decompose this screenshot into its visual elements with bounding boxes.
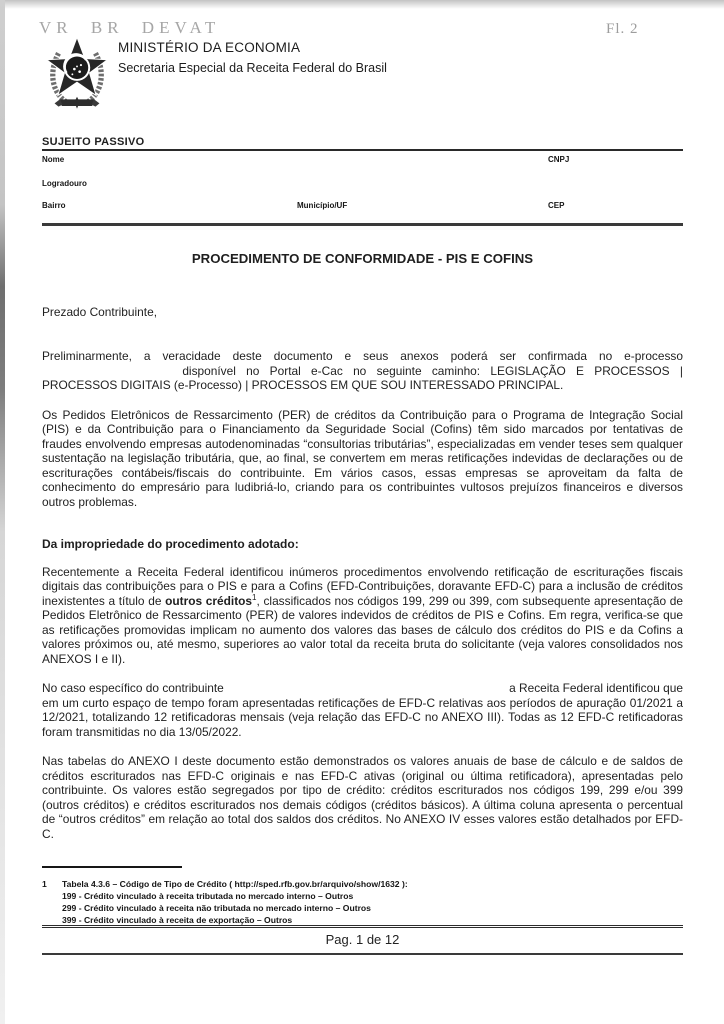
form-top-rule (42, 149, 683, 151)
footnote-title: Tabela 4.3.6 – Código de Tipo de Crédito ( http://sped.rfb.gov.br/arquivo/show/1632 ): (62, 879, 408, 889)
paragraph-preliminar (42, 349, 683, 393)
footnote-item: 199 - Crédito vinculado à receita tributada no mercado interno – Outros (62, 891, 354, 901)
brazil-coat-of-arms-icon (44, 36, 110, 110)
footer-bottom-rule (42, 953, 683, 955)
footnote-items (62, 890, 662, 926)
footer-top-rule (42, 925, 683, 928)
scan-edge-left (0, 0, 5, 1024)
footnote-item: 399 - Crédito vinculado à receita de exportação – Outros (62, 915, 293, 925)
section-heading: Da impropriedade do procedimento adotado: (42, 537, 299, 551)
document-title: PROCEDIMENTO DE CONFORMIDADE - PIS E COFINS (191, 251, 534, 266)
page-number: Pag. 1 de 12 (325, 932, 400, 947)
field-label-bairro: Bairro (42, 201, 66, 210)
footnote-head (42, 878, 662, 890)
footnote-block (42, 878, 662, 926)
paragraph-retificacao-text-2: , classificados nos códigos 199, 299 ou 399, com subsequente apresentação de Pedidos Eletrônico de Ressarcimento (PER) de valores indevidos de créditos de PIS e Cofins. Em regra, verifica-se que as retificações promovidas implicam no aumento dos valores das bases de cálculo dos créditos do PIS e da Cofins a valores próximos ou, até mesmo, superiores ao valor total da receita bruta do solicitante (veja valores consolidados nos ANEXOS I e II). (42, 593, 683, 666)
form-bottom-rule (42, 223, 683, 226)
watermark-stamp: VR BR DEVAT (39, 18, 221, 37)
footnote-marker: 1 (42, 879, 47, 889)
government-header (44, 36, 387, 110)
paragraph-tabelas: Nas tabelas do ANEXO I deste documento estão demonstrados os valores anuais de base de cálculo e de saldos de créditos escriturados nas EFD-C originais e nas EFD-C ativas (original ou última retificadora), apresentadas pelo contribuinte. Os valores estão segregados por tipo de crédito: créditos escriturados nos códigos 199, 299 e/ou 399 (outros créditos) e créditos escriturados nos demais códigos (créditos básicos). A última coluna apresenta o percentual de “outros créditos” em relação ao total dos saldos dos créditos. No ANEXO IV esses valores estão detalhados por EFD-C. (42, 754, 683, 841)
paragraph-caso (42, 681, 683, 739)
salutation: Prezado Contribuinte, (42, 304, 158, 319)
field-label-nome: Nome (42, 155, 65, 164)
ministry-name: MINISTÉRIO DA ECONOMIA (118, 40, 301, 55)
field-label-cep: CEP (548, 201, 565, 210)
paragraph-retificacao (42, 565, 683, 667)
footnote-item: 299 - Crédito vinculado à receita não tributada no mercado interno – Outros (62, 903, 371, 913)
secretariat-name: Secretaria Especial da Receita Federal do Brasil (118, 61, 387, 75)
footnote-separator (42, 866, 182, 868)
paragraph-caso-text-1: No caso específico do contribuinte (42, 681, 224, 695)
folio-number: Fl. 2 (606, 21, 639, 37)
redacted-gap (224, 691, 506, 692)
paragraph-preliminar-text-1: Preliminarmente, a veracidade deste documento e seus anexos poderá ser confirmada no e-processo (42, 349, 683, 363)
paragraph-pedidos: Os Pedidos Eletrônicos de Ressarcimento (PER) de créditos da Contribuição para o Programa de Integração Social (PIS) e da Contribuição para o Financiamento da Seguridade Social (Cofins) têm sido marcados por tentativas de fraudes envolvendo empresas autodenominadas “consultorias tributárias”, especializadas em vender teses sem qualquer sustentação na legislação tributária, que, ao final, se convertem em meras retificações indevidas de declarações ou de escriturações contábeis/fiscais do contribuinte. Em vários casos, essas empresas se aproveitam da falta de conhecimento do empresário para ludibriá-lo, criando para os contribuintes vultosos prejuízos financeiros e diversos outros problemas. (42, 407, 683, 509)
footnote-reference: 1 (252, 592, 257, 602)
letter-body (42, 252, 683, 841)
paragraph-retificacao-text-1: Recentemente a Receita Federal identificou inúmeros procedimentos envolvendo retificação de escriturações fiscais digitais das contribuições para o PIS e para a Cofins (EFD-Contribuições, doravante EFD-C) para a inclusão de créditos inexistentes a título de (42, 564, 683, 608)
paragraph-caso-text-2: a Receita Federal identificou que em um curto espaço de tempo foram apresentadas retificações de EFD-C relativas aos períodos de apuração 01/2021 a 12/2021, totalizando 12 retificadoras mensais (veja relação das EFD-C no ANEXO III). Todas as 12 EFD-C retificadoras foram transmitidas no dia 13/05/2022. (42, 681, 683, 739)
scan-edge-top (0, 0, 724, 9)
header-text-block (118, 36, 387, 110)
paragraph-preliminar-text-2: disponível no Portal e-Cac no seguinte caminho: LEGISLAÇÃO E PROCESSOS | PROCESSOS DIGITAIS (e-Processo) | PROCESSOS EM QUE SOU INTERESSADO PRINCIPAL. (42, 363, 683, 392)
redacted-gap (42, 374, 172, 375)
field-label-logradouro: Logradouro (42, 179, 87, 188)
field-label-municipio-uf: Município/UF (297, 201, 348, 210)
field-label-cnpj: CNPJ (548, 155, 570, 164)
subject-form-title: SUJEITO PASSIVO (42, 136, 145, 148)
outros-creditos-bold: outros créditos (165, 593, 253, 608)
